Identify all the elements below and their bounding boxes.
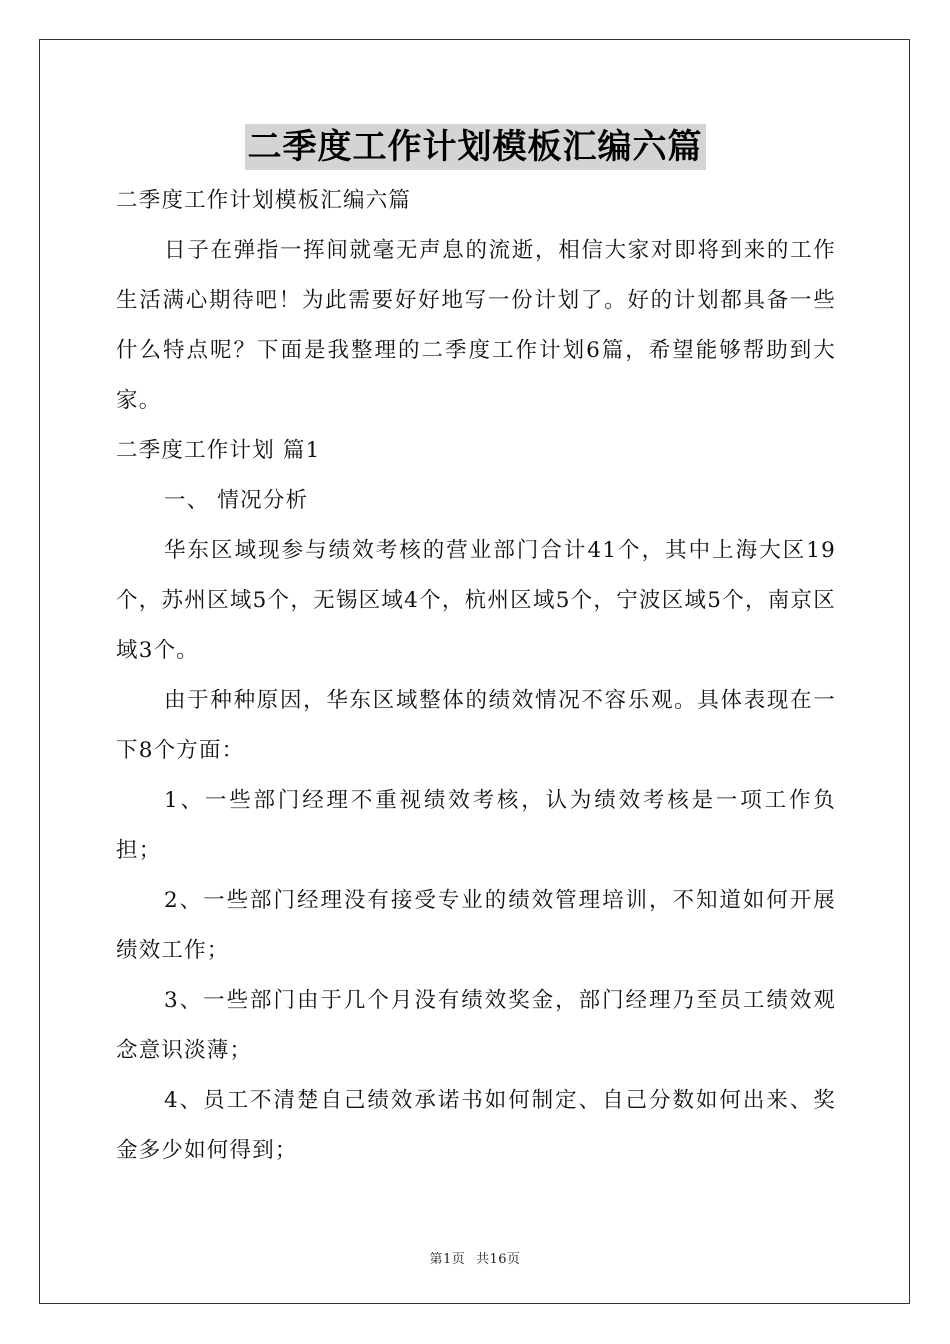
- list-item-2: 2、一些部门经理没有接受专业的绩效管理培训，不知道如何开展绩效工作；: [116, 888, 836, 963]
- page-footer: [0, 1248, 950, 1267]
- section-heading: 二季度工作计划 篇1: [116, 438, 321, 463]
- list-item-4: 4、员工不清楚自己绩效承诺书如何制定、自己分数如何出来、奖金多少如何得到；: [116, 1088, 836, 1163]
- title-wrap: [0, 124, 950, 170]
- list-item-3: 3、一些部门由于几个月没有绩效奖金，部门经理乃至员工绩效观念意识淡薄；: [116, 988, 836, 1063]
- page-number: 第1页: [429, 1252, 466, 1267]
- paragraph-subtitle: 二季度工作计划模板汇编六篇: [116, 188, 412, 213]
- subsection-heading: 一、 情况分析: [164, 488, 309, 513]
- document-title: 二季度工作计划模板汇编六篇: [245, 124, 706, 170]
- paragraph-performance: 由于种种原因，华东区域整体的绩效情况不容乐观。具体表现在一下8个方面：: [116, 688, 836, 763]
- page-total: 共16页: [475, 1252, 521, 1267]
- list-item-1: 1、一些部门经理不重视绩效考核，认为绩效考核是一项工作负担；: [116, 788, 836, 863]
- paragraph-intro: 日子在弹指一挥间就毫无声息的流逝，相信大家对即将到来的工作生活满心期待吧！为此需要好好地写一份计划了。好的计划都具备一些什么特点呢？下面是我整理的二季度工作计划6篇，希望能够帮助到大家。: [116, 238, 836, 413]
- paragraph-region-summary: 华东区域现参与绩效考核的营业部门合计41个，其中上海大区19个，苏州区域5个，无锡区域4个，杭州区域5个，宁波区域5个，南京区域3个。: [116, 538, 836, 663]
- document-body: [116, 176, 836, 1176]
